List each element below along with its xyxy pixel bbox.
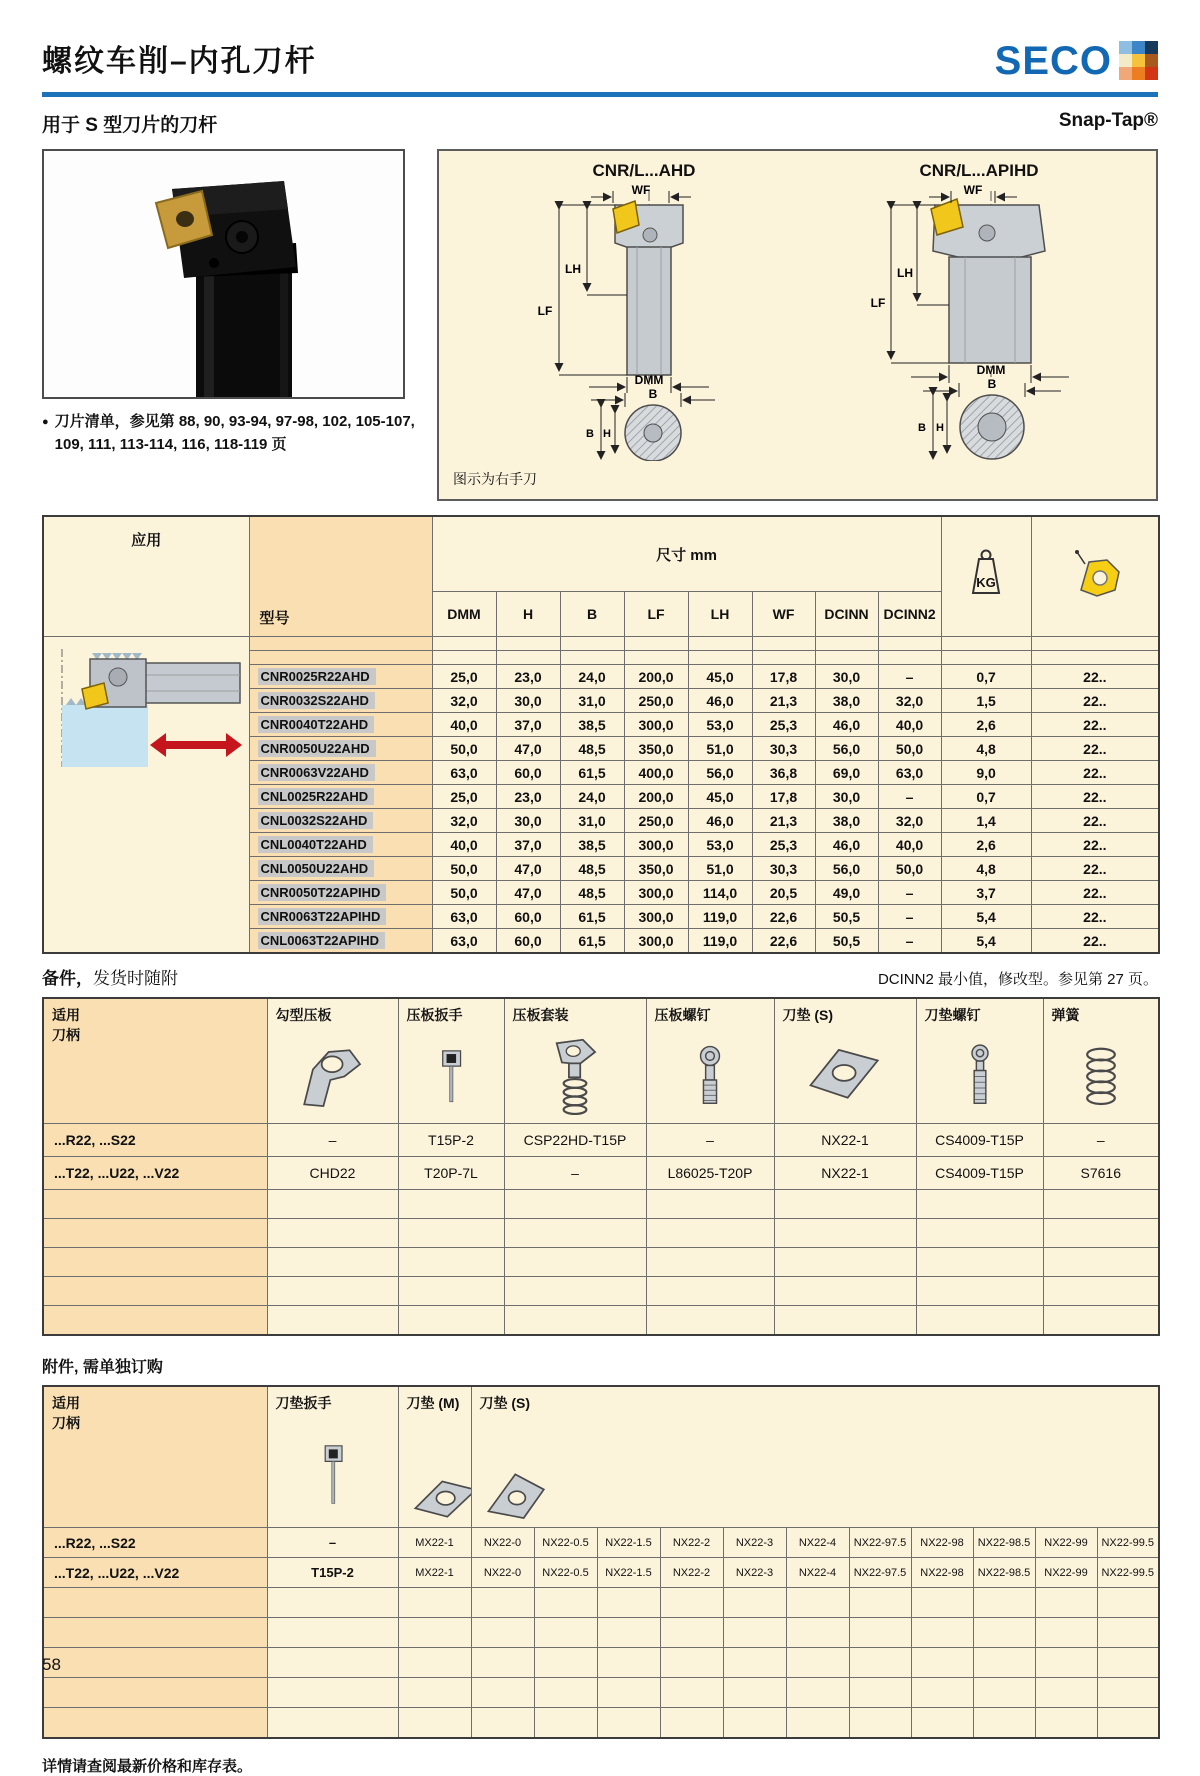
insert-size-value: 22..	[1031, 833, 1159, 857]
sub-header	[42, 110, 1158, 137]
lf-value: 300,0	[624, 905, 688, 929]
model-cell	[249, 713, 432, 737]
svg-text:DMM: DMM	[634, 373, 664, 387]
shim-s-value: NX22-2	[660, 1558, 723, 1588]
weight-kg-icon	[963, 547, 1009, 601]
accessory-row	[43, 1558, 1159, 1588]
dcinn-value: 46,0	[815, 833, 878, 857]
h-value: 60,0	[496, 761, 560, 785]
h-value: 37,0	[496, 713, 560, 737]
dcinn-value: 69,0	[815, 761, 878, 785]
lf-value: 300,0	[624, 929, 688, 954]
model-code: CNL0050U22AHD	[258, 860, 375, 877]
insert-size-value: 22..	[1031, 761, 1159, 785]
weight-value: 1,4	[941, 809, 1031, 833]
svg-text:WF: WF	[631, 185, 651, 197]
b-value: 31,0	[560, 809, 624, 833]
lf-value: 250,0	[624, 809, 688, 833]
wf-value: 17,8	[752, 785, 815, 809]
wf-value: 30,3	[752, 857, 815, 881]
col-wf: WF	[752, 592, 815, 637]
shim-s-value: NX22-0	[471, 1528, 534, 1558]
page-header	[42, 0, 1158, 83]
b-value: 48,5	[560, 737, 624, 761]
application-illustration	[43, 637, 249, 954]
shim-screw-value: CS4009-T15P	[916, 1124, 1043, 1157]
weight-value: 1,5	[941, 689, 1031, 713]
shim-s-value: NX22-1	[774, 1124, 916, 1157]
empty-row	[43, 1277, 1159, 1306]
model-cell	[249, 905, 432, 929]
wf-value: 25,3	[752, 833, 815, 857]
b-value: 31,0	[560, 689, 624, 713]
h-value: 47,0	[496, 881, 560, 905]
wrench-value: T15P-2	[398, 1124, 504, 1157]
lh-value: 46,0	[688, 809, 752, 833]
shim-s-value: NX22-98.5	[973, 1558, 1035, 1588]
lf-value: 350,0	[624, 857, 688, 881]
dcinn-value: 30,0	[815, 665, 878, 689]
b-value: 61,5	[560, 761, 624, 785]
model-cell	[249, 929, 432, 954]
dmm-value: 32,0	[432, 689, 496, 713]
weight-value: 3,7	[941, 881, 1031, 905]
lf-value: 200,0	[624, 785, 688, 809]
svg-text:LH: LH	[897, 266, 913, 280]
model-code: CNL0040T22AHD	[258, 836, 373, 853]
clamp-value: CHD22	[267, 1157, 398, 1190]
shim-s-value: NX22-98	[911, 1558, 973, 1588]
dcinn2-value: –	[878, 665, 941, 689]
shim-s-value: NX22-98	[911, 1528, 973, 1558]
col-dcinn2: DCINN2	[878, 592, 941, 637]
wf-value: 21,3	[752, 809, 815, 833]
model-code: CNL0025R22AHD	[258, 788, 375, 805]
wf-value: 17,8	[752, 665, 815, 689]
lf-value: 300,0	[624, 833, 688, 857]
shim-s-value: NX22-3	[723, 1528, 786, 1558]
insert-size-value: 22..	[1031, 785, 1159, 809]
hook-clamp-icon	[285, 1034, 381, 1118]
clamp-screw-header: 压板螺钉	[646, 998, 774, 1124]
spring-value: –	[1043, 1124, 1159, 1157]
clamp-header: 勾型压板	[267, 998, 398, 1124]
model-cell	[249, 809, 432, 833]
wf-value: 20,5	[752, 881, 815, 905]
empty-row	[43, 1306, 1159, 1336]
lh-value: 51,0	[688, 857, 752, 881]
clamp-set-icon	[527, 1034, 623, 1118]
dcinn-value: 38,0	[815, 809, 878, 833]
svg-text:LH: LH	[565, 262, 581, 276]
spare-parts-row	[43, 1124, 1159, 1157]
shim-s-icon	[480, 1462, 564, 1522]
dmm-value: 50,0	[432, 737, 496, 761]
lh-value: 51,0	[688, 737, 752, 761]
empty-row	[43, 1219, 1159, 1248]
spare-parts-row	[43, 1157, 1159, 1190]
intro-section	[42, 149, 1158, 501]
col-dcinn: DCINN	[815, 592, 878, 637]
wf-value: 22,6	[752, 929, 815, 954]
insert-size-value: 22..	[1031, 881, 1159, 905]
shim-s-value: NX22-2	[660, 1528, 723, 1558]
b-value: 48,5	[560, 881, 624, 905]
wf-value: 30,3	[752, 737, 815, 761]
shim-s-header: 刀垫 (S)	[774, 998, 916, 1124]
insert-list-note	[42, 411, 437, 456]
model-cell	[249, 785, 432, 809]
clamp-screw-icon	[670, 1034, 750, 1118]
weight-value: 4,8	[941, 737, 1031, 761]
lf-value: 300,0	[624, 881, 688, 905]
dcinn2-value: 32,0	[878, 689, 941, 713]
shim-s-span-header: 刀垫 (S)	[471, 1386, 1159, 1528]
insert-size-value: 22..	[1031, 665, 1159, 689]
dcinn2-value: –	[878, 881, 941, 905]
insert-size-value: 22..	[1031, 809, 1159, 833]
empty-row	[43, 1678, 1159, 1708]
model-code: CNL0032S22AHD	[258, 812, 374, 829]
dcinn-value: 38,0	[815, 689, 878, 713]
dcinn-value: 50,5	[815, 905, 878, 929]
h-value: 37,0	[496, 833, 560, 857]
shim-s-value: NX22-4	[786, 1528, 849, 1558]
page-number: 58	[42, 1655, 61, 1674]
empty-row	[43, 1708, 1159, 1739]
shim-s-value: NX22-3	[723, 1558, 786, 1588]
wf-value: 22,6	[752, 905, 815, 929]
shim-s-value: NX22-1.5	[597, 1528, 660, 1558]
svg-text:B: B	[987, 377, 997, 391]
spacer-row	[43, 637, 1159, 651]
lf-value: 350,0	[624, 737, 688, 761]
lh-value: 56,0	[688, 761, 752, 785]
lh-value: 114,0	[688, 881, 752, 905]
col-dmm: DMM	[432, 592, 496, 637]
dmm-value: 63,0	[432, 761, 496, 785]
svg-text:H: H	[936, 422, 944, 434]
shim-s-value: NX22-97.5	[849, 1558, 911, 1588]
wf-value: 25,3	[752, 713, 815, 737]
model-header: 型号	[249, 516, 432, 637]
h-value: 30,0	[496, 689, 560, 713]
application-header: 应用	[43, 516, 249, 637]
insert-list-note-text: 刀片清单，参见第 88, 90, 93-94, 97-98, 102, 105-107, 109, 111, 113-114, 116, 118-119 页	[54, 413, 415, 453]
b-value: 61,5	[560, 905, 624, 929]
lh-value: 53,0	[688, 713, 752, 737]
model-code: CNR0050U22AHD	[258, 740, 376, 757]
spare-parts-table	[42, 997, 1160, 1336]
shim-s-value: NX22-99	[1035, 1558, 1097, 1588]
dcinn2-value: –	[878, 929, 941, 954]
shim-screw-value: CS4009-T15P	[916, 1157, 1043, 1190]
col-h: H	[496, 592, 560, 637]
clamp-wrench-header: 压板扳手	[398, 998, 504, 1124]
h-value: 47,0	[496, 737, 560, 761]
svg-text:LF: LF	[870, 296, 886, 310]
workpiece	[62, 705, 148, 767]
dimensions-header: 尺寸 mm	[432, 516, 941, 592]
weight-value: 0,7	[941, 785, 1031, 809]
model-code: CNR0032S22AHD	[258, 692, 375, 709]
dcinn2-value: 32,0	[878, 809, 941, 833]
b-value: 48,5	[560, 857, 624, 881]
weight-value: 5,4	[941, 905, 1031, 929]
model-cell	[249, 857, 432, 881]
dcinn2-value: 50,0	[878, 857, 941, 881]
h-value: 30,0	[496, 809, 560, 833]
svg-text:B: B	[648, 387, 658, 401]
dcinn2-value: –	[878, 785, 941, 809]
bullet: ●	[42, 416, 49, 428]
model-cell	[249, 737, 432, 761]
subtitle-left: 用于 S 型刀片的刀杆	[42, 115, 218, 136]
h-value: 23,0	[496, 785, 560, 809]
shim-s-icon	[790, 1034, 900, 1118]
variant-label-apihd: CNR/L...APIHD	[919, 161, 1039, 180]
shim-screw-icon	[940, 1034, 1020, 1118]
b-value: 38,5	[560, 713, 624, 737]
shim-screw-header: 刀垫螺钉	[916, 998, 1043, 1124]
model-code: CNR0063T22APIHD	[258, 908, 387, 925]
model-code: CNR0040T22AHD	[258, 716, 375, 733]
empty-row	[43, 1648, 1159, 1678]
diagram-caption: 图示为右手刀	[453, 471, 537, 487]
shim-m-value: MX22-1	[398, 1528, 471, 1558]
shim-s-value: NX22-99	[1035, 1528, 1097, 1558]
b-value: 61,5	[560, 929, 624, 954]
dcinn-value: 30,0	[815, 785, 878, 809]
threading-insert-icon	[1063, 548, 1127, 600]
h-value: 60,0	[496, 905, 560, 929]
clamp-screw-value: L86025-T20P	[646, 1157, 774, 1190]
model-cell	[249, 665, 432, 689]
shim-m-icon	[407, 1466, 472, 1522]
clamp-value: –	[267, 1124, 398, 1157]
seco-logo	[994, 38, 1158, 83]
svg-text:LF: LF	[537, 304, 553, 318]
feed-arrow	[164, 741, 228, 749]
b-value: 24,0	[560, 665, 624, 689]
insert-size-value: 22..	[1031, 713, 1159, 737]
model-cell	[249, 881, 432, 905]
model-code: CNR0063V22AHD	[258, 764, 375, 781]
model-code: CNR0050T22APIHD	[258, 884, 387, 901]
dcinn2-value: 40,0	[878, 713, 941, 737]
weight-column-header	[941, 516, 1031, 637]
h-value: 47,0	[496, 857, 560, 881]
header-rule	[42, 92, 1158, 97]
b-value: 38,5	[560, 833, 624, 857]
dcinn-value: 50,5	[815, 929, 878, 954]
shim-s-value: NX22-1.5	[597, 1558, 660, 1588]
shim-s-value: NX22-4	[786, 1558, 849, 1588]
insert-column-header	[1031, 516, 1159, 637]
torx-wrench-icon	[416, 1034, 486, 1118]
weight-value: 4,8	[941, 857, 1031, 881]
col-lf: LF	[624, 592, 688, 637]
insert-size-value: 22..	[1031, 929, 1159, 954]
seco-logo-text: SECO	[994, 38, 1112, 83]
dmm-value: 63,0	[432, 905, 496, 929]
applicable-shank-header: 适用 刀柄	[43, 998, 267, 1124]
price-list-note: 详情请查阅最新价格和库存表。	[42, 1758, 253, 1775]
lh-value: 45,0	[688, 665, 752, 689]
shim-s-value: NX22-98.5	[973, 1528, 1035, 1558]
insert-size-value: 22..	[1031, 689, 1159, 713]
shim-s-value: NX22-0.5	[534, 1528, 597, 1558]
dimension-diagram	[437, 149, 1158, 501]
empty-row	[43, 1588, 1159, 1618]
svg-text:H: H	[603, 428, 611, 440]
empty-row	[43, 1248, 1159, 1277]
insert-size-value: 22..	[1031, 737, 1159, 761]
wrench-value: T20P-7L	[398, 1157, 504, 1190]
lf-value: 300,0	[624, 713, 688, 737]
lh-value: 119,0	[688, 929, 752, 954]
shank-range: ...R22, ...S22	[43, 1528, 267, 1558]
dmm-value: 25,0	[432, 785, 496, 809]
svg-text:WF: WF	[963, 185, 983, 197]
table-foot-row	[42, 964, 1158, 989]
spring-icon	[1061, 1034, 1141, 1118]
weight-value: 9,0	[941, 761, 1031, 785]
model-code: CNR0025R22AHD	[258, 668, 376, 685]
svg-text:KG: KG	[976, 575, 996, 590]
torx-wrench-icon	[300, 1426, 366, 1522]
shim-s-value: NX22-0.5	[534, 1558, 597, 1588]
dcinn2-value: 63,0	[878, 761, 941, 785]
dmm-value: 32,0	[432, 809, 496, 833]
accessories-title: 附件, 需单独订购	[42, 1359, 163, 1376]
dmm-value: 40,0	[432, 833, 496, 857]
svg-text:B: B	[918, 422, 926, 434]
dcinn-value: 46,0	[815, 713, 878, 737]
dcinn2-value: –	[878, 905, 941, 929]
svg-text:B: B	[586, 428, 594, 440]
photo-column	[42, 149, 415, 456]
page-title: 螺纹车削–内孔刀杆	[42, 45, 317, 78]
dmm-value: 63,0	[432, 929, 496, 954]
shim-m-header: 刀垫 (M)	[398, 1386, 471, 1528]
dcinn2-footnote: DCINN2 最小值，修改型。参见第 27 页。	[877, 971, 1158, 988]
lh-value: 46,0	[688, 689, 752, 713]
shim-s-value: NX22-97.5	[849, 1528, 911, 1558]
accessories-table	[42, 1385, 1160, 1739]
h-value: 60,0	[496, 929, 560, 954]
dmm-value: 40,0	[432, 713, 496, 737]
model-cell	[249, 833, 432, 857]
spring-header: 弹簧	[1043, 998, 1159, 1124]
shank-range: ...T22, ...U22, ...V22	[43, 1558, 267, 1588]
shank-range: ...T22, ...U22, ...V22	[43, 1157, 267, 1190]
lf-value: 400,0	[624, 761, 688, 785]
accessory-row	[43, 1528, 1159, 1558]
applicable-shank-header: 适用 刀柄	[43, 1386, 267, 1528]
subtitle-right-snaptap: Snap-Tap®	[1058, 110, 1158, 131]
shim-wrench-value: T15P-2	[267, 1558, 398, 1588]
shank-range: ...R22, ...S22	[43, 1124, 267, 1157]
empty-row	[43, 1618, 1159, 1648]
col-b: B	[560, 592, 624, 637]
clamp-set-value: –	[504, 1157, 646, 1190]
empty-row	[43, 1190, 1159, 1219]
model-cell	[249, 761, 432, 785]
weight-value: 2,6	[941, 713, 1031, 737]
shim-m-value: MX22-1	[398, 1558, 471, 1588]
clamp-screw-value: –	[646, 1124, 774, 1157]
dcinn-value: 56,0	[815, 737, 878, 761]
wf-value: 36,8	[752, 761, 815, 785]
variant-label-ahd: CNR/L...AHD	[592, 161, 696, 180]
internal-threading-illustration	[46, 645, 246, 771]
shim-s-value: NX22-99.5	[1097, 1558, 1159, 1588]
b-value: 24,0	[560, 785, 624, 809]
h-value: 23,0	[496, 665, 560, 689]
dcinn-value: 56,0	[815, 857, 878, 881]
lh-value: 119,0	[688, 905, 752, 929]
spring-value: S7616	[1043, 1157, 1159, 1190]
dmm-value: 50,0	[432, 857, 496, 881]
weight-value: 0,7	[941, 665, 1031, 689]
dcinn-value: 49,0	[815, 881, 878, 905]
svg-text:DMM: DMM	[976, 363, 1006, 377]
model-cell	[249, 689, 432, 713]
dcinn2-value: 40,0	[878, 833, 941, 857]
insert-size-value: 22..	[1031, 905, 1159, 929]
shim-s-value: NX22-99.5	[1097, 1528, 1159, 1558]
shim-s-value: NX22-0	[471, 1558, 534, 1588]
shim-wrench-value: –	[267, 1528, 398, 1558]
insert-size-value: 22..	[1031, 857, 1159, 881]
clamp-set-value: CSP22HD-T15P	[504, 1124, 646, 1157]
shim-wrench-header: 刀垫扳手	[267, 1386, 398, 1528]
col-lh: LH	[688, 592, 752, 637]
weight-value: 2,6	[941, 833, 1031, 857]
lf-value: 200,0	[624, 665, 688, 689]
lf-value: 250,0	[624, 689, 688, 713]
toolholder-dimension-table	[42, 515, 1160, 954]
wf-value: 21,3	[752, 689, 815, 713]
lh-value: 53,0	[688, 833, 752, 857]
lh-value: 45,0	[688, 785, 752, 809]
spare-parts-title: 备件，发货时随附	[42, 969, 178, 988]
clamp-set-header: 压板套装	[504, 998, 646, 1124]
dmm-value: 50,0	[432, 881, 496, 905]
seco-logo-mark-icon	[1119, 41, 1158, 80]
model-code: CNL0063T22APIHD	[258, 932, 386, 949]
dcinn2-value: 50,0	[878, 737, 941, 761]
tool-photo	[42, 149, 405, 399]
dmm-value: 25,0	[432, 665, 496, 689]
boring-bar-photo-image	[44, 151, 403, 397]
weight-value: 5,4	[941, 929, 1031, 954]
technical-drawing	[439, 185, 1156, 461]
shim-s-value: NX22-1	[774, 1157, 916, 1190]
